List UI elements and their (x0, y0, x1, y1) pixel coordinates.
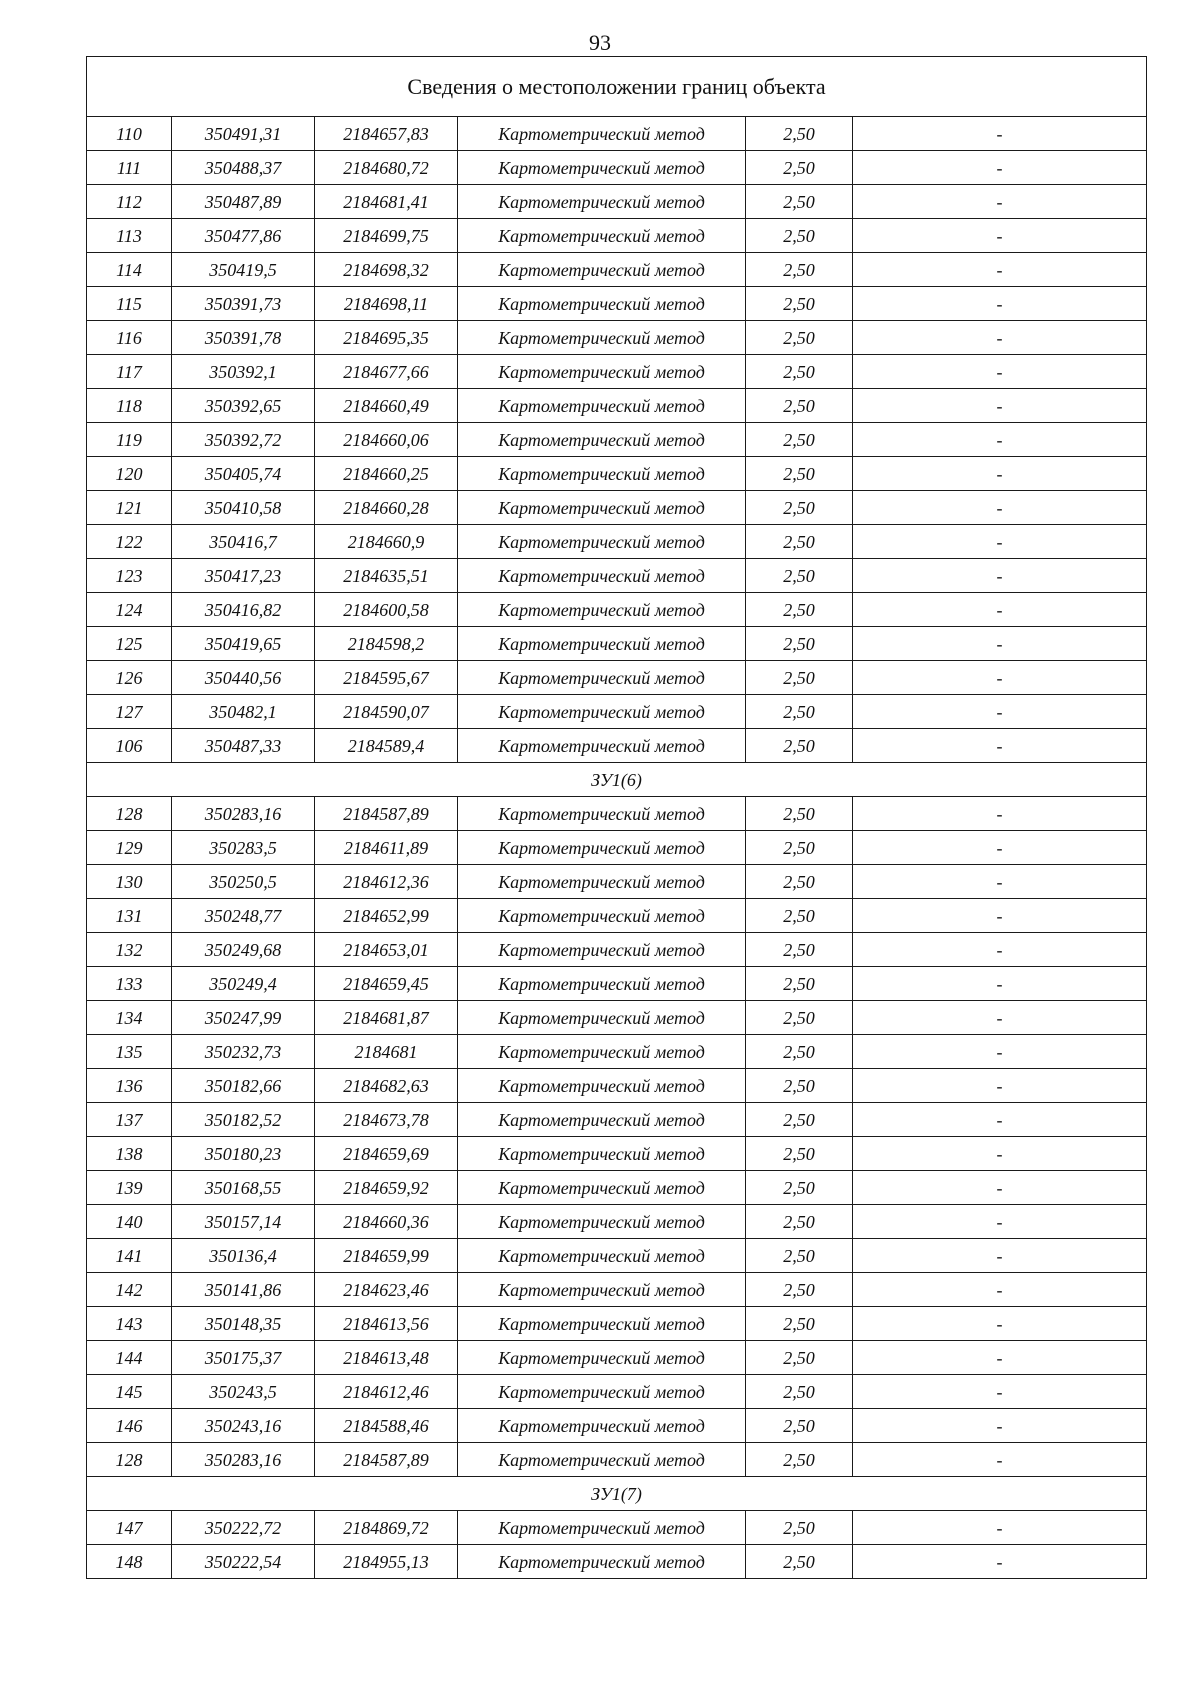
x-coordinate-cell: 350157,14 (172, 1205, 315, 1239)
accuracy-cell: 2,50 (746, 1511, 853, 1545)
y-coordinate-cell: 2184657,83 (315, 117, 458, 151)
table-row (87, 1341, 1147, 1375)
x-coordinate-cell: 350248,77 (172, 899, 315, 933)
accuracy-cell: 2,50 (746, 933, 853, 967)
method-cell: Картометрический метод (458, 627, 746, 661)
accuracy-cell: 2,50 (746, 219, 853, 253)
table-row (87, 695, 1147, 729)
accuracy-cell: 2,50 (746, 797, 853, 831)
x-coordinate-cell: 350487,89 (172, 185, 315, 219)
accuracy-cell: 2,50 (746, 559, 853, 593)
description-cell: - (853, 355, 1147, 389)
point-number-cell: 139 (87, 1171, 172, 1205)
accuracy-cell: 2,50 (746, 117, 853, 151)
table-row (87, 933, 1147, 967)
description-cell: - (853, 1103, 1147, 1137)
accuracy-cell: 2,50 (746, 899, 853, 933)
method-cell: Картометрический метод (458, 1171, 746, 1205)
method-cell: Картометрический метод (458, 321, 746, 355)
description-cell: - (853, 1001, 1147, 1035)
x-coordinate-cell: 350477,86 (172, 219, 315, 253)
description-cell: - (853, 457, 1147, 491)
y-coordinate-cell: 2184698,11 (315, 287, 458, 321)
x-coordinate-cell: 350392,72 (172, 423, 315, 457)
y-coordinate-cell: 2184598,2 (315, 627, 458, 661)
accuracy-cell: 2,50 (746, 1341, 853, 1375)
point-number-cell: 133 (87, 967, 172, 1001)
accuracy-cell: 2,50 (746, 1171, 853, 1205)
description-cell: - (853, 1273, 1147, 1307)
y-coordinate-cell: 2184673,78 (315, 1103, 458, 1137)
method-cell: Картометрический метод (458, 1443, 746, 1477)
x-coordinate-cell: 350249,68 (172, 933, 315, 967)
table-row (87, 559, 1147, 593)
table-row (87, 1001, 1147, 1035)
y-coordinate-cell: 2184600,58 (315, 593, 458, 627)
accuracy-cell: 2,50 (746, 865, 853, 899)
accuracy-cell: 2,50 (746, 185, 853, 219)
x-coordinate-cell: 350180,23 (172, 1137, 315, 1171)
table-row (87, 899, 1147, 933)
method-cell: Картометрический метод (458, 695, 746, 729)
accuracy-cell: 2,50 (746, 831, 853, 865)
description-cell: - (853, 593, 1147, 627)
method-cell: Картометрический метод (458, 253, 746, 287)
point-number-cell: 148 (87, 1545, 172, 1579)
table-title-row (87, 57, 1147, 117)
description-cell: - (853, 1171, 1147, 1205)
method-cell: Картометрический метод (458, 1511, 746, 1545)
method-cell: Картометрический метод (458, 1273, 746, 1307)
x-coordinate-cell: 350182,52 (172, 1103, 315, 1137)
y-coordinate-cell: 2184595,67 (315, 661, 458, 695)
table-row (87, 423, 1147, 457)
accuracy-cell: 2,50 (746, 1103, 853, 1137)
boundary-coordinates-table (86, 56, 1147, 1579)
y-coordinate-cell: 2184612,36 (315, 865, 458, 899)
table-row (87, 967, 1147, 1001)
table-row (87, 831, 1147, 865)
y-coordinate-cell: 2184611,89 (315, 831, 458, 865)
point-number-cell: 143 (87, 1307, 172, 1341)
point-number-cell: 138 (87, 1137, 172, 1171)
description-cell: - (853, 627, 1147, 661)
method-cell: Картометрический метод (458, 355, 746, 389)
point-number-cell: 125 (87, 627, 172, 661)
y-coordinate-cell: 2184695,35 (315, 321, 458, 355)
method-cell: Картометрический метод (458, 899, 746, 933)
method-cell: Картометрический метод (458, 185, 746, 219)
y-coordinate-cell: 2184681,87 (315, 1001, 458, 1035)
point-number-cell: 147 (87, 1511, 172, 1545)
y-coordinate-cell: 2184677,66 (315, 355, 458, 389)
method-cell: Картометрический метод (458, 831, 746, 865)
point-number-cell: 110 (87, 117, 172, 151)
y-coordinate-cell: 2184660,06 (315, 423, 458, 457)
description-cell: - (853, 1545, 1147, 1579)
method-cell: Картометрический метод (458, 1137, 746, 1171)
method-cell: Картометрический метод (458, 219, 746, 253)
point-number-cell: 131 (87, 899, 172, 933)
method-cell: Картометрический метод (458, 525, 746, 559)
method-cell: Картометрический метод (458, 1341, 746, 1375)
x-coordinate-cell: 350247,99 (172, 1001, 315, 1035)
point-number-cell: 146 (87, 1409, 172, 1443)
description-cell: - (853, 287, 1147, 321)
accuracy-cell: 2,50 (746, 457, 853, 491)
x-coordinate-cell: 350182,66 (172, 1069, 315, 1103)
method-cell: Картометрический метод (458, 1307, 746, 1341)
table-row (87, 1307, 1147, 1341)
table-row (87, 253, 1147, 287)
table-body (87, 57, 1147, 1579)
method-cell: Картометрический метод (458, 457, 746, 491)
x-coordinate-cell: 350491,31 (172, 117, 315, 151)
x-coordinate-cell: 350249,4 (172, 967, 315, 1001)
table-row (87, 865, 1147, 899)
description-cell: - (853, 253, 1147, 287)
x-coordinate-cell: 350417,23 (172, 559, 315, 593)
y-coordinate-cell: 2184623,46 (315, 1273, 458, 1307)
accuracy-cell: 2,50 (746, 151, 853, 185)
y-coordinate-cell: 2184613,48 (315, 1341, 458, 1375)
table-row (87, 593, 1147, 627)
y-coordinate-cell: 2184652,99 (315, 899, 458, 933)
accuracy-cell: 2,50 (746, 1137, 853, 1171)
y-coordinate-cell: 2184681,41 (315, 185, 458, 219)
description-cell: - (853, 797, 1147, 831)
accuracy-cell: 2,50 (746, 1035, 853, 1069)
method-cell: Картометрический метод (458, 865, 746, 899)
x-coordinate-cell: 350232,73 (172, 1035, 315, 1069)
x-coordinate-cell: 350148,35 (172, 1307, 315, 1341)
point-number-cell: 112 (87, 185, 172, 219)
description-cell: - (853, 933, 1147, 967)
x-coordinate-cell: 350250,5 (172, 865, 315, 899)
method-cell: Картометрический метод (458, 1069, 746, 1103)
accuracy-cell: 2,50 (746, 1375, 853, 1409)
x-coordinate-cell: 350283,16 (172, 797, 315, 831)
description-cell: - (853, 1205, 1147, 1239)
y-coordinate-cell: 2184682,63 (315, 1069, 458, 1103)
point-number-cell: 128 (87, 797, 172, 831)
method-cell: Картометрический метод (458, 1103, 746, 1137)
description-cell: - (853, 1341, 1147, 1375)
method-cell: Картометрический метод (458, 287, 746, 321)
y-coordinate-cell: 2184681 (315, 1035, 458, 1069)
description-cell: - (853, 967, 1147, 1001)
point-number-cell: 122 (87, 525, 172, 559)
x-coordinate-cell: 350168,55 (172, 1171, 315, 1205)
point-number-cell: 113 (87, 219, 172, 253)
point-number-cell: 119 (87, 423, 172, 457)
table-row (87, 797, 1147, 831)
table-row (87, 525, 1147, 559)
description-cell: - (853, 1443, 1147, 1477)
x-coordinate-cell: 350419,65 (172, 627, 315, 661)
accuracy-cell: 2,50 (746, 1273, 853, 1307)
point-number-cell: 127 (87, 695, 172, 729)
x-coordinate-cell: 350391,78 (172, 321, 315, 355)
point-number-cell: 128 (87, 1443, 172, 1477)
y-coordinate-cell: 2184590,07 (315, 695, 458, 729)
table-row (87, 1171, 1147, 1205)
point-number-cell: 145 (87, 1375, 172, 1409)
description-cell: - (853, 1035, 1147, 1069)
accuracy-cell: 2,50 (746, 729, 853, 763)
accuracy-cell: 2,50 (746, 695, 853, 729)
table-row (87, 321, 1147, 355)
point-number-cell: 118 (87, 389, 172, 423)
y-coordinate-cell: 2184660,36 (315, 1205, 458, 1239)
description-cell: - (853, 321, 1147, 355)
point-number-cell: 106 (87, 729, 172, 763)
y-coordinate-cell: 2184653,01 (315, 933, 458, 967)
accuracy-cell: 2,50 (746, 1069, 853, 1103)
method-cell: Картометрический метод (458, 491, 746, 525)
point-number-cell: 114 (87, 253, 172, 287)
accuracy-cell: 2,50 (746, 967, 853, 1001)
point-number-cell: 135 (87, 1035, 172, 1069)
description-cell: - (853, 185, 1147, 219)
description-cell: - (853, 559, 1147, 593)
accuracy-cell: 2,50 (746, 525, 853, 559)
x-coordinate-cell: 350283,5 (172, 831, 315, 865)
description-cell: - (853, 1511, 1147, 1545)
method-cell: Картометрический метод (458, 797, 746, 831)
point-number-cell: 124 (87, 593, 172, 627)
description-cell: - (853, 899, 1147, 933)
section-header-row (87, 763, 1147, 797)
method-cell: Картометрический метод (458, 1205, 746, 1239)
table-row (87, 287, 1147, 321)
table-row (87, 1069, 1147, 1103)
y-coordinate-cell: 2184659,69 (315, 1137, 458, 1171)
table-row (87, 151, 1147, 185)
accuracy-cell: 2,50 (746, 253, 853, 287)
x-coordinate-cell: 350416,7 (172, 525, 315, 559)
description-cell: - (853, 1069, 1147, 1103)
x-coordinate-cell: 350440,56 (172, 661, 315, 695)
y-coordinate-cell: 2184698,32 (315, 253, 458, 287)
point-number-cell: 136 (87, 1069, 172, 1103)
y-coordinate-cell: 2184660,25 (315, 457, 458, 491)
method-cell: Картометрический метод (458, 1545, 746, 1579)
x-coordinate-cell: 350222,72 (172, 1511, 315, 1545)
x-coordinate-cell: 350410,58 (172, 491, 315, 525)
description-cell: - (853, 1239, 1147, 1273)
table-row (87, 1273, 1147, 1307)
x-coordinate-cell: 350419,5 (172, 253, 315, 287)
section-label: ЗУ1(7) (87, 1477, 1147, 1511)
point-number-cell: 130 (87, 865, 172, 899)
accuracy-cell: 2,50 (746, 491, 853, 525)
y-coordinate-cell: 2184660,9 (315, 525, 458, 559)
x-coordinate-cell: 350392,65 (172, 389, 315, 423)
method-cell: Картометрический метод (458, 1409, 746, 1443)
accuracy-cell: 2,50 (746, 287, 853, 321)
point-number-cell: 142 (87, 1273, 172, 1307)
table-row (87, 117, 1147, 151)
table-row (87, 1443, 1147, 1477)
x-coordinate-cell: 350243,16 (172, 1409, 315, 1443)
point-number-cell: 126 (87, 661, 172, 695)
table-row (87, 1205, 1147, 1239)
y-coordinate-cell: 2184587,89 (315, 797, 458, 831)
y-coordinate-cell: 2184680,72 (315, 151, 458, 185)
table-row (87, 1511, 1147, 1545)
method-cell: Картометрический метод (458, 1239, 746, 1273)
description-cell: - (853, 117, 1147, 151)
section-label: ЗУ1(6) (87, 763, 1147, 797)
y-coordinate-cell: 2184613,56 (315, 1307, 458, 1341)
page-number: 93 (589, 30, 611, 55)
description-cell: - (853, 491, 1147, 525)
point-number-cell: 117 (87, 355, 172, 389)
method-cell: Картометрический метод (458, 423, 746, 457)
accuracy-cell: 2,50 (746, 661, 853, 695)
table-row (87, 661, 1147, 695)
x-coordinate-cell: 350391,73 (172, 287, 315, 321)
x-coordinate-cell: 350283,16 (172, 1443, 315, 1477)
accuracy-cell: 2,50 (746, 627, 853, 661)
y-coordinate-cell: 2184589,4 (315, 729, 458, 763)
x-coordinate-cell: 350136,4 (172, 1239, 315, 1273)
x-coordinate-cell: 350488,37 (172, 151, 315, 185)
y-coordinate-cell: 2184660,28 (315, 491, 458, 525)
y-coordinate-cell: 2184612,46 (315, 1375, 458, 1409)
point-number-cell: 137 (87, 1103, 172, 1137)
method-cell: Картометрический метод (458, 729, 746, 763)
y-coordinate-cell: 2184659,99 (315, 1239, 458, 1273)
accuracy-cell: 2,50 (746, 1409, 853, 1443)
point-number-cell: 116 (87, 321, 172, 355)
description-cell: - (853, 865, 1147, 899)
description-cell: - (853, 729, 1147, 763)
point-number-cell: 120 (87, 457, 172, 491)
table-row (87, 1239, 1147, 1273)
description-cell: - (853, 1375, 1147, 1409)
point-number-cell: 134 (87, 1001, 172, 1035)
description-cell: - (853, 219, 1147, 253)
point-number-cell: 123 (87, 559, 172, 593)
x-coordinate-cell: 350482,1 (172, 695, 315, 729)
description-cell: - (853, 695, 1147, 729)
table-row (87, 355, 1147, 389)
description-cell: - (853, 1137, 1147, 1171)
table-row (87, 1545, 1147, 1579)
point-number-cell: 140 (87, 1205, 172, 1239)
table-row (87, 185, 1147, 219)
x-coordinate-cell: 350392,1 (172, 355, 315, 389)
table-row (87, 1035, 1147, 1069)
x-coordinate-cell: 350243,5 (172, 1375, 315, 1409)
accuracy-cell: 2,50 (746, 1239, 853, 1273)
point-number-cell: 144 (87, 1341, 172, 1375)
table-row (87, 389, 1147, 423)
x-coordinate-cell: 350175,37 (172, 1341, 315, 1375)
description-cell: - (853, 831, 1147, 865)
table-row (87, 1103, 1147, 1137)
description-cell: - (853, 525, 1147, 559)
point-number-cell: 129 (87, 831, 172, 865)
description-cell: - (853, 1409, 1147, 1443)
description-cell: - (853, 661, 1147, 695)
table-row (87, 729, 1147, 763)
accuracy-cell: 2,50 (746, 355, 853, 389)
method-cell: Картометрический метод (458, 117, 746, 151)
accuracy-cell: 2,50 (746, 1545, 853, 1579)
y-coordinate-cell: 2184699,75 (315, 219, 458, 253)
accuracy-cell: 2,50 (746, 1205, 853, 1239)
method-cell: Картометрический метод (458, 967, 746, 1001)
y-coordinate-cell: 2184587,89 (315, 1443, 458, 1477)
point-number-cell: 121 (87, 491, 172, 525)
description-cell: - (853, 1307, 1147, 1341)
method-cell: Картометрический метод (458, 1035, 746, 1069)
point-number-cell: 111 (87, 151, 172, 185)
accuracy-cell: 2,50 (746, 389, 853, 423)
method-cell: Картометрический метод (458, 389, 746, 423)
method-cell: Картометрический метод (458, 593, 746, 627)
point-number-cell: 132 (87, 933, 172, 967)
point-number-cell: 115 (87, 287, 172, 321)
accuracy-cell: 2,50 (746, 423, 853, 457)
y-coordinate-cell: 2184660,49 (315, 389, 458, 423)
table-row (87, 1137, 1147, 1171)
method-cell: Картометрический метод (458, 933, 746, 967)
description-cell: - (853, 423, 1147, 457)
y-coordinate-cell: 2184955,13 (315, 1545, 458, 1579)
method-cell: Картометрический метод (458, 1001, 746, 1035)
method-cell: Картометрический метод (458, 1375, 746, 1409)
accuracy-cell: 2,50 (746, 1307, 853, 1341)
x-coordinate-cell: 350222,54 (172, 1545, 315, 1579)
x-coordinate-cell: 350416,82 (172, 593, 315, 627)
accuracy-cell: 2,50 (746, 321, 853, 355)
table-row (87, 219, 1147, 253)
table-row (87, 1409, 1147, 1443)
table-row (87, 491, 1147, 525)
accuracy-cell: 2,50 (746, 593, 853, 627)
description-cell: - (853, 151, 1147, 185)
y-coordinate-cell: 2184635,51 (315, 559, 458, 593)
x-coordinate-cell: 350405,74 (172, 457, 315, 491)
x-coordinate-cell: 350141,86 (172, 1273, 315, 1307)
table-row (87, 1375, 1147, 1409)
accuracy-cell: 2,50 (746, 1001, 853, 1035)
y-coordinate-cell: 2184588,46 (315, 1409, 458, 1443)
method-cell: Картометрический метод (458, 559, 746, 593)
method-cell: Картометрический метод (458, 661, 746, 695)
y-coordinate-cell: 2184659,45 (315, 967, 458, 1001)
point-number-cell: 141 (87, 1239, 172, 1273)
table-title: Сведения о местоположении границ объекта (87, 57, 1147, 117)
table-row (87, 627, 1147, 661)
x-coordinate-cell: 350487,33 (172, 729, 315, 763)
method-cell: Картометрический метод (458, 151, 746, 185)
description-cell: - (853, 389, 1147, 423)
y-coordinate-cell: 2184659,92 (315, 1171, 458, 1205)
y-coordinate-cell: 2184869,72 (315, 1511, 458, 1545)
table-row (87, 457, 1147, 491)
accuracy-cell: 2,50 (746, 1443, 853, 1477)
section-header-row (87, 1477, 1147, 1511)
